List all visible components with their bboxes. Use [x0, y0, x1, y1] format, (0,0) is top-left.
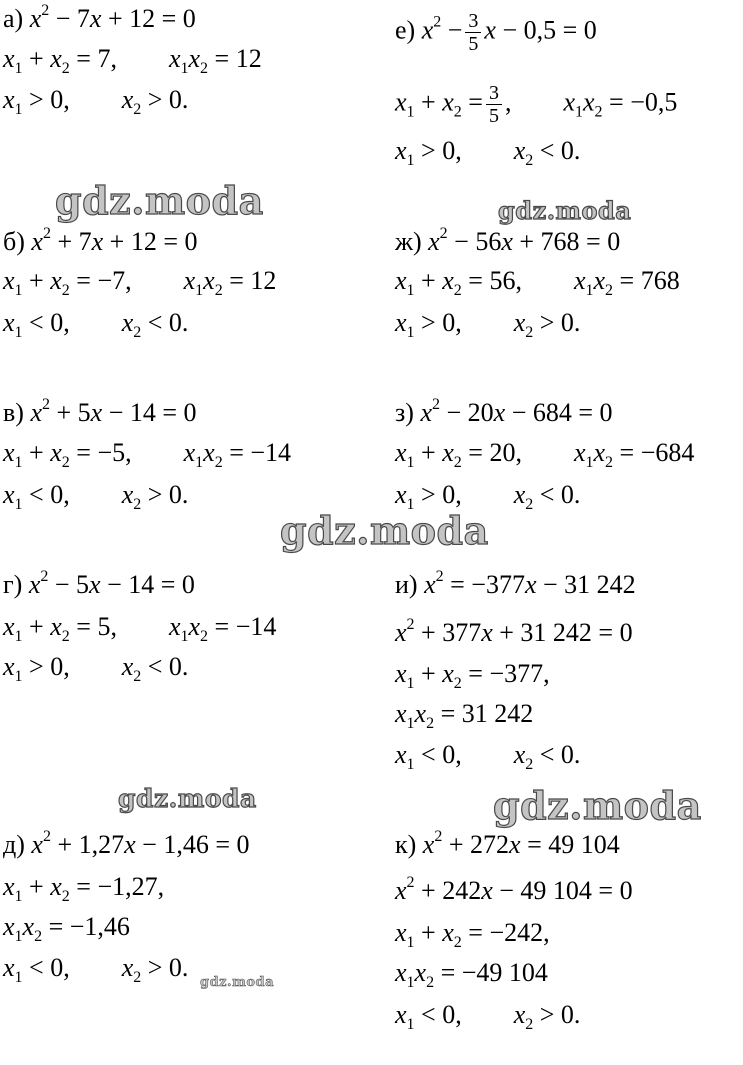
- eq-a-sum: 7: [97, 44, 111, 73]
- eq-b-line3: $x_1 < 0$, $x_2 < 0$.: [3, 308, 189, 341]
- eq-a-prod: 12: [235, 44, 262, 73]
- eq-z-line2: $x_1 + x_2 = 20$, $x_1x_2 = -684$: [395, 438, 695, 471]
- eq-b-sum: −7: [97, 266, 126, 295]
- eq-zh-prod: 768: [640, 266, 680, 295]
- eq-v-prod: −14: [250, 438, 292, 467]
- fraction-3-5-sum: $\frac{3}{5}$: [486, 82, 502, 127]
- eq-b-line2: $x_1 + x_2 = -7$, $x_1x_2 = 12$: [3, 266, 277, 299]
- eq-v-line1: в) $x^2 + 5x - 14 = 0$: [3, 396, 197, 427]
- item-label-v: в): [3, 398, 24, 427]
- eq-g-sum: 5: [97, 612, 111, 641]
- eq-g-line1: г) $x^2 - 5x - 14 = 0$: [3, 568, 195, 599]
- item-label-e: е): [395, 15, 416, 45]
- eq-d-line3: $x_1x_2 = -1,46$: [3, 912, 130, 945]
- item-label-z: з): [395, 398, 414, 427]
- eq-g-line2: $x_1 + x_2 = 5$, $x_1x_2 = -14$: [3, 612, 277, 645]
- eq-e-line3: $x_1 > 0$, $x_2 < 0$.: [395, 136, 581, 169]
- eq-k-line4: $x_1x_2 = -49$ 104: [395, 958, 548, 991]
- eq-zh-line2: $x_1 + x_2 = 56$, $x_1x_2 = 768$: [395, 266, 680, 299]
- eq-k-prod: −49 104: [461, 958, 548, 987]
- eq-e-prod: −0,5: [630, 87, 678, 117]
- eq-d-line4: $x_1 < 0$, $x_2 > 0$.: [3, 953, 189, 986]
- eq-v-sum: −5: [97, 438, 126, 467]
- item-label-zh: ж): [395, 227, 422, 256]
- eq-zh-line1: ж) $x^2 - 56x + 768 = 0$: [395, 225, 621, 256]
- eq-d-prod: −1,46: [69, 912, 130, 941]
- eq-b-prod: 12: [250, 266, 277, 295]
- eq-z-line1: з) $x^2 - 20x - 684 = 0$: [395, 396, 613, 427]
- eq-zh-sum: 56: [489, 266, 516, 295]
- eq-v-line2: $x_1 + x_2 = -5$, $x_1x_2 = -14$: [3, 438, 292, 471]
- eq-z-sum: 20: [489, 438, 516, 467]
- eq-k-line2: $x^2 + 242x - 49$ 104 = 0: [395, 874, 633, 905]
- item-label-i: и): [395, 570, 418, 599]
- eq-g-prod: −14: [235, 612, 277, 641]
- eq-d-sum: −1,27: [97, 872, 158, 901]
- eq-i-line2: $x^2 + 377x + 31$ 242 = 0: [395, 616, 633, 647]
- eq-d-line2: $x_1 + x_2 = -1,27$,: [3, 872, 165, 905]
- eq-b-line1: б) $x^2 + 7x + 12 = 0$: [3, 225, 198, 256]
- eq-zh-line3: $x_1 > 0$, $x_2 > 0$.: [395, 308, 581, 341]
- eq-a-line2: $x_1 + x_2 = 7$, $x_1x_2 = 12$: [3, 44, 262, 77]
- eq-i-line1: и) $x^2 = -377x - 31$ 242: [395, 568, 636, 599]
- watermark: gdz.moda: [493, 783, 702, 828]
- watermark: gdz.moda: [118, 784, 257, 813]
- eq-e-line2: $x_1 + x_2$ = $\frac{3}{5}$ , $x_1x_2 = -0,5$: [395, 82, 678, 127]
- fraction-3-5: $\frac{3}{5}$: [465, 10, 481, 55]
- eq-a-line1: а) $x^2 - 7x + 12 = 0$: [3, 2, 196, 33]
- eq-i-line3: $x_1 + x_2 = -377$,: [395, 659, 550, 692]
- watermark: gdz.moda: [498, 196, 632, 225]
- item-label-d: д): [3, 830, 25, 859]
- watermark: gdz.moda: [55, 178, 264, 223]
- watermark: gdz.moda: [200, 975, 275, 990]
- watermark: gdz.moda: [280, 508, 489, 553]
- eq-i-sum: −377: [489, 659, 544, 688]
- eq-i-prod: 31 242: [461, 699, 534, 728]
- item-label-a: а): [3, 4, 24, 33]
- eq-k-sum: −242: [489, 918, 544, 947]
- eq-d-line1: д) $x^2 + 1,27x - 1,46 = 0$: [3, 828, 250, 859]
- eq-i-line5: $x_1 < 0$, $x_2 < 0$.: [395, 740, 581, 773]
- eq-v-line3: $x_1 < 0$, $x_2 > 0$.: [3, 480, 189, 513]
- eq-k-line3: $x_1 + x_2 = -242$,: [395, 918, 550, 951]
- item-label-k: к): [395, 830, 417, 859]
- item-label-g: г): [3, 570, 23, 599]
- eq-z-prod: −684: [640, 438, 695, 467]
- eq-a-line3: $x_1 > 0$, $x_2 > 0$.: [3, 85, 189, 118]
- eq-i-line4: $x_1x_2 = 31$ 242: [395, 699, 534, 732]
- eq-k-line1: к) $x^2 + 272x = 49$ 104: [395, 828, 620, 859]
- eq-e-line1: е) $x^2$ − $\frac{3}{5}$ x − 0,5 = 0: [395, 10, 597, 55]
- eq-k-line5: $x_1 < 0$, $x_2 > 0$.: [395, 1000, 581, 1033]
- eq-z-line3: $x_1 > 0$, $x_2 < 0$.: [395, 480, 581, 513]
- eq-g-line3: $x_1 > 0$, $x_2 < 0$.: [3, 652, 189, 685]
- item-label-b: б): [3, 227, 25, 256]
